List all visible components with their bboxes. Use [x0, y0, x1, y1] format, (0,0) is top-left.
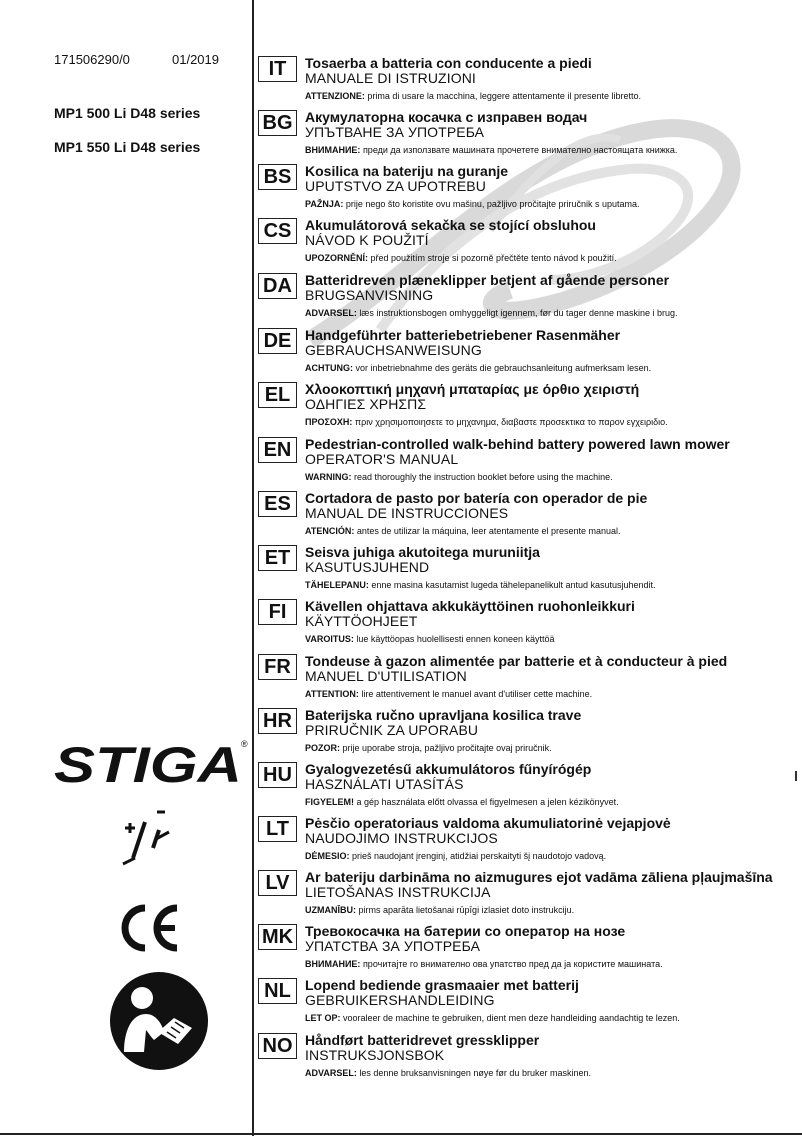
warning-line — [305, 526, 621, 536]
language-entry-mk — [258, 924, 798, 978]
warning-line — [305, 253, 617, 263]
model-name: MP1 550 Li D48 series — [54, 139, 201, 155]
product-title: Lopend bediende grasmaaier met batterij — [305, 977, 579, 993]
warning-text: lue käyttöopas huolellisesti ennen koneen käyttöä — [353, 634, 555, 644]
product-title: Акумулаторна косачка с изправен водач — [305, 109, 588, 125]
product-title: Tondeuse à gazon alimentée par batterie et à conducteur à pied — [305, 653, 728, 669]
product-title: Pėsčio operatoriaus valdoma akumuliatorinė vejapjovė — [305, 815, 671, 831]
model-name: MP1 500 Li D48 series — [54, 105, 201, 121]
warning-label: PAŽNJA: — [305, 199, 344, 209]
warning-text: pirms aparāta lietošanai rūpīgi izlasiet doto instrukciju. — [356, 905, 575, 915]
language-code-box: NL — [258, 978, 297, 1004]
language-entry-da — [258, 273, 798, 327]
warning-label: DĖMESIO: — [305, 851, 350, 861]
language-entry-bg — [258, 110, 798, 164]
warning-label: FIGYELEM! — [305, 797, 354, 807]
language-entry-hu — [258, 762, 798, 816]
language-code-box: FR — [258, 654, 297, 680]
warning-line — [305, 851, 606, 861]
warning-label: ΠΡΟΣΟΧΗ: — [305, 417, 353, 427]
warning-line — [305, 634, 554, 644]
warning-text: antes de utilizar la máquina, leer atentamente el presente manual. — [354, 526, 621, 536]
language-code-box: FI — [258, 599, 297, 625]
language-code-box: HR — [258, 708, 297, 734]
manual-title: PRIRUČNIK ZA UPORABU — [305, 722, 479, 738]
language-code-box: HU — [258, 762, 297, 788]
language-entry-bs — [258, 164, 798, 218]
warning-line — [305, 1013, 680, 1023]
vertical-divider — [252, 0, 254, 1136]
manual-title: УПЪТВАНЕ ЗА УПОТРЕБА — [305, 124, 485, 140]
manual-title: ΟΔΗΓΙΕΣ ΧΡΗΣΠΣ — [305, 396, 427, 412]
registered-mark: ® — [241, 739, 248, 749]
document-date: 01/2019 — [172, 52, 219, 67]
language-code-box: LT — [258, 816, 297, 842]
language-entry-el — [258, 382, 798, 436]
product-title: Seisva juhiga akutoitega muruniitja — [305, 544, 540, 560]
language-entry-lt — [258, 816, 798, 870]
product-title: Kävellen ohjattava akkukäyttöinen ruohonleikkuri — [305, 598, 635, 614]
warning-text: les denne bruksanvisningen nøye før du bruker maskinen. — [356, 1068, 591, 1078]
language-entry-fr — [258, 654, 798, 708]
language-code-box: LV — [258, 870, 297, 896]
warning-label: ATTENZIONE: — [305, 91, 365, 101]
warning-label: ВНИМАНИЕ: — [305, 959, 361, 969]
language-entry-nl — [258, 978, 798, 1032]
battery-symbol-icon — [115, 808, 177, 870]
warning-text: enne masina kasutamist lugeda tähelepanelikult antud kasutusjuhendit. — [368, 580, 656, 590]
ce-mark-icon — [113, 902, 183, 954]
warning-line — [305, 472, 613, 482]
manual-title: MANUAL DE INSTRUCCIONES — [305, 505, 509, 521]
warning-label: ADVARSEL: — [305, 1068, 357, 1078]
manual-title: MANUALE DI ISTRUZIONI — [305, 70, 476, 86]
language-code-box: MK — [258, 924, 297, 950]
read-manual-icon — [108, 970, 210, 1072]
manual-title: GEBRAUCHSANWEISUNG — [305, 342, 482, 358]
language-entry-no — [258, 1033, 798, 1087]
manual-title: MANUEL D'UTILISATION — [305, 668, 467, 684]
warning-line — [305, 743, 552, 753]
warning-text: πριν χρησιμοποιησετε το μηχανημα, διαβαστε προσεκτικα το παρον εγχειριδιο. — [352, 417, 668, 427]
manual-title: BRUGSANVISNING — [305, 287, 434, 303]
language-code-box: EN — [258, 437, 297, 463]
language-entry-lv — [258, 870, 798, 924]
brand-logo-text: STIGA — [54, 743, 242, 787]
language-code-box: BG — [258, 110, 297, 136]
warning-line — [305, 308, 678, 318]
warning-text: prije nego što koristite ovu mašinu, pažljivo pročitajte priručnik s uputama. — [343, 199, 640, 209]
product-title: Baterijska ručno upravljana kosilica trave — [305, 707, 582, 723]
warning-line — [305, 689, 592, 699]
document-number: 171506290/0 — [54, 52, 130, 67]
manual-title: OPERATOR'S MANUAL — [305, 451, 459, 467]
warning-text: prije uporabe stroja, pažljivo pročitajte ovaj priručnik. — [340, 743, 552, 753]
warning-text: prima di usare la macchina, leggere attentamente il presente libretto. — [364, 91, 641, 101]
language-code-box: DA — [258, 273, 297, 299]
product-title: Pedestrian-controlled walk-behind battery powered lawn mower — [305, 436, 730, 452]
warning-label: VAROITUS: — [305, 634, 354, 644]
manual-title: NÁVOD K POUŽITÍ — [305, 232, 429, 248]
warning-label: ВНИМАНИЕ: — [305, 145, 361, 155]
warning-label: ADVARSEL: — [305, 308, 357, 318]
stiga-logo — [54, 743, 244, 787]
warning-label: LET OP: — [305, 1013, 341, 1023]
product-title: Kosilica na bateriju na guranje — [305, 163, 509, 179]
warning-text: прочитајте го внимателно ова упатство пред да ја користите машината. — [360, 959, 663, 969]
warning-label: ATTENTION: — [305, 689, 359, 699]
manual-title: LIETOŠANAS INSTRUKCIJA — [305, 884, 491, 900]
manual-title: HASZNÁLATI UTASÍTÁS — [305, 776, 464, 792]
product-title: Handgeführter batteriebetriebener Rasenmäher — [305, 327, 621, 343]
warning-text: lire attentivement le manuel avant d'utiliser cette machine. — [358, 689, 593, 699]
warning-label: UPOZORNĚNÍ: — [305, 253, 368, 263]
warning-label: WARNING: — [305, 472, 352, 482]
bottom-border — [0, 1133, 802, 1135]
product-title: Tosaerba a batteria con conducente a piedi — [305, 55, 592, 71]
product-title: Batteridreven plæneklipper betjent af gående personer — [305, 272, 670, 288]
warning-label: ATENCIÓN: — [305, 526, 355, 536]
language-code-box: EL — [258, 382, 297, 408]
warning-line — [305, 417, 668, 427]
warning-text: před použitím stroje si pozorně přečtěte tento návod k použití. — [368, 253, 617, 263]
warning-line — [305, 959, 663, 969]
document-meta — [54, 52, 219, 67]
warning-label: POZOR: — [305, 743, 340, 753]
product-title: Akumulátorová sekačka se stojící obsluhou — [305, 217, 596, 233]
language-entry-et — [258, 545, 798, 599]
product-title: Тревокосачка на батерии со оператор на нозе — [305, 923, 626, 939]
language-code-box: NO — [258, 1033, 297, 1059]
product-title: Cortadora de pasto por batería con operador de pie — [305, 490, 648, 506]
warning-label: UZMANĪBU: — [305, 905, 356, 915]
product-title: Χλοοκοπτική μηχανή μπαταρίας με όρθιο χειριστή — [305, 381, 640, 397]
product-title: Gyalogvezetésű akkumulátoros fűnyírógép — [305, 761, 592, 777]
language-entry-fi — [258, 599, 798, 653]
warning-text: преди да използвате машината прочетете внимателно настоящата книжка. — [360, 145, 678, 155]
manual-title: UPUTSTVO ZA UPOTREBU — [305, 178, 486, 194]
language-code-box: IT — [258, 56, 297, 82]
warning-label: ACHTUNG: — [305, 363, 353, 373]
warning-line — [305, 145, 677, 155]
warning-line — [305, 363, 651, 373]
language-code-box: BS — [258, 164, 297, 190]
warning-text: read thoroughly the instruction booklet before using the machine. — [351, 472, 613, 482]
warning-line — [305, 1068, 591, 1078]
warning-text: prieš naudojant įrenginį, atidžiai perskaityti šį naudotojo vadovą. — [349, 851, 607, 861]
language-entry-es — [258, 491, 798, 545]
warning-line — [305, 199, 639, 209]
language-entry-cs — [258, 218, 798, 272]
warning-line — [305, 580, 656, 590]
manual-title: УПАТСТВА ЗА УПОТРЕБА — [305, 938, 481, 954]
manual-title: NAUDOJIMO INSTRUKCIJOS — [305, 830, 498, 846]
manual-title: INSTRUKSJONSBOK — [305, 1047, 445, 1063]
warning-text: vooraleer de machine te gebruiken, dient men deze handleiding aandachtig te lezen. — [340, 1013, 680, 1023]
language-entry-it — [258, 56, 798, 110]
language-code-box: CS — [258, 218, 297, 244]
product-title: Ar bateriju darbināma no aizmugures ejot vadāma zāliena pļaujmašīna — [305, 869, 773, 885]
warning-line — [305, 91, 641, 101]
manual-title: KÄYTTÖOHJEET — [305, 613, 418, 629]
manual-title: GEBRUIKERSHANDLEIDING — [305, 992, 495, 1008]
language-code-box: ET — [258, 545, 297, 571]
warning-text: a gép használata előtt olvassa el figyelmesen a jelen kézikönyvet. — [354, 797, 619, 807]
warning-line — [305, 905, 574, 915]
language-entry-hr — [258, 708, 798, 762]
language-code-box: ES — [258, 491, 297, 517]
warning-text: læs instruktionsbogen omhyggeligt igennem, før du tager denne maskine i brug. — [356, 308, 678, 318]
language-code-box: DE — [258, 328, 297, 354]
manual-title: KASUTUSJUHEND — [305, 559, 430, 575]
warning-text: vor inbetriebnahme des geräts die gebrauchsanleitung aufmerksam lesen. — [353, 363, 652, 373]
product-title: Håndført batteridrevet gressklipper — [305, 1032, 540, 1048]
language-entry-de — [258, 328, 798, 382]
warning-label: TÄHELEPANU: — [305, 580, 369, 590]
language-entry-en — [258, 437, 798, 491]
warning-line — [305, 797, 619, 807]
